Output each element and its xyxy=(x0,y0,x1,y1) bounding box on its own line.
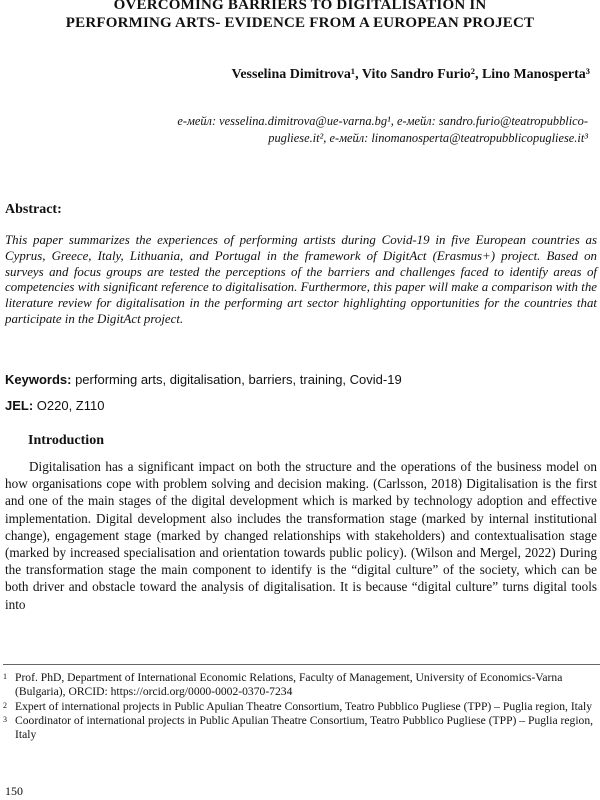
jel-line xyxy=(5,398,104,413)
footnote-1 xyxy=(3,671,598,699)
footnote-mark: 1 xyxy=(3,672,7,681)
footnote-separator xyxy=(3,664,600,665)
footnote-text: Coordinator of international projects in Public Apulian Theatre Consortium, Teatro Pubblico Pugliese (TPP) – Puglia region, Italy xyxy=(15,714,594,742)
footnote-3 xyxy=(3,714,598,742)
footnotes xyxy=(3,664,598,743)
author-list: Vesselina Dimitrova¹, Vito Sandro Furio², Lino Manosperta³ xyxy=(231,67,590,82)
jel-text: O220, Z110 xyxy=(33,398,105,413)
footnote-2 xyxy=(3,700,598,714)
introduction-body: Digitalisation has a significant impact on both the structure and the operations of the business model on how organisations cope with problem solving and decision making. (Carlsson, 2018) Digitalisation is the first and one of the main stages of the digital development which is marked by technology adoption and effective implementation. Digital development also includes the transformation stage (marked by internal institutional change), engagement stage (marked by changed relationships with stakeholders) and contextualisation stage (marked by increased specialisation and orientation towards public policy). (Wilson and Mergel, 2022) During the transformation stage the main component to identify is the “digital culture” of the society, which can be both driver and obstacle toward the analysis of digitalisation. It is because “digital culture” turns digital tools into xyxy=(5,459,597,612)
footnote-mark: 2 xyxy=(3,700,7,710)
page-number: 150 xyxy=(5,784,23,798)
jel-label: JEL: xyxy=(5,398,34,413)
paper-title xyxy=(0,0,600,32)
footnote-text: Prof. PhD, Department of International Economic Relations, Faculty of Management, University of Economics-Varna (Bulgaria), ORCID: https://orcid.org/0000-0002-0370-7234 xyxy=(15,671,563,698)
abstract-body: This paper summarizes the experiences of performing artists during Covid-19 in five European countries as Cyprus, Greece, Italy, Lithuania, and Portugal in the framework of DigitAct (Erasmus+) project. Based on surveys and focus groups are tested the perceptions of the barriers and challenges faced to identify areas of competencies with significant reference to digitalisation. Furthermore, this paper will make a comparison with the literature review for digitalisation in the performing art sector highlighting opportunities for the countries that participate in the DigitAct project. xyxy=(5,233,597,326)
emails-line-1: е-мейл: vesselina.dimitrova@ue-varna.bg¹, е-мейл: sandro.furio@teatropubblico- xyxy=(177,114,588,128)
footnote-text: Expert of international projects in Public Apulian Theatre Consortium, Teatro Pubblico Pugliese (TPP) – Puglia region, Italy xyxy=(15,699,593,713)
title-line-1: OVERCOMING BARRIERS TO DIGITALISATION IN xyxy=(113,0,487,13)
keywords-line xyxy=(5,372,402,387)
footnote-mark: 3 xyxy=(3,715,7,725)
emails-line-2: pugliese.it², е-мейл: linomanosperta@teatropubblicopugliese.it³ xyxy=(268,131,588,145)
introduction-heading: Introduction xyxy=(28,433,104,448)
abstract-heading: Abstract: xyxy=(5,202,62,217)
keywords-text: performing arts, digitalisation, barriers, training, Covid-19 xyxy=(71,372,402,387)
author-emails xyxy=(13,113,588,147)
keywords-label: Keywords: xyxy=(5,372,72,387)
title-line-2: PERFORMING ARTS- EVIDENCE FROM A EUROPEAN PROJECT xyxy=(65,15,535,31)
